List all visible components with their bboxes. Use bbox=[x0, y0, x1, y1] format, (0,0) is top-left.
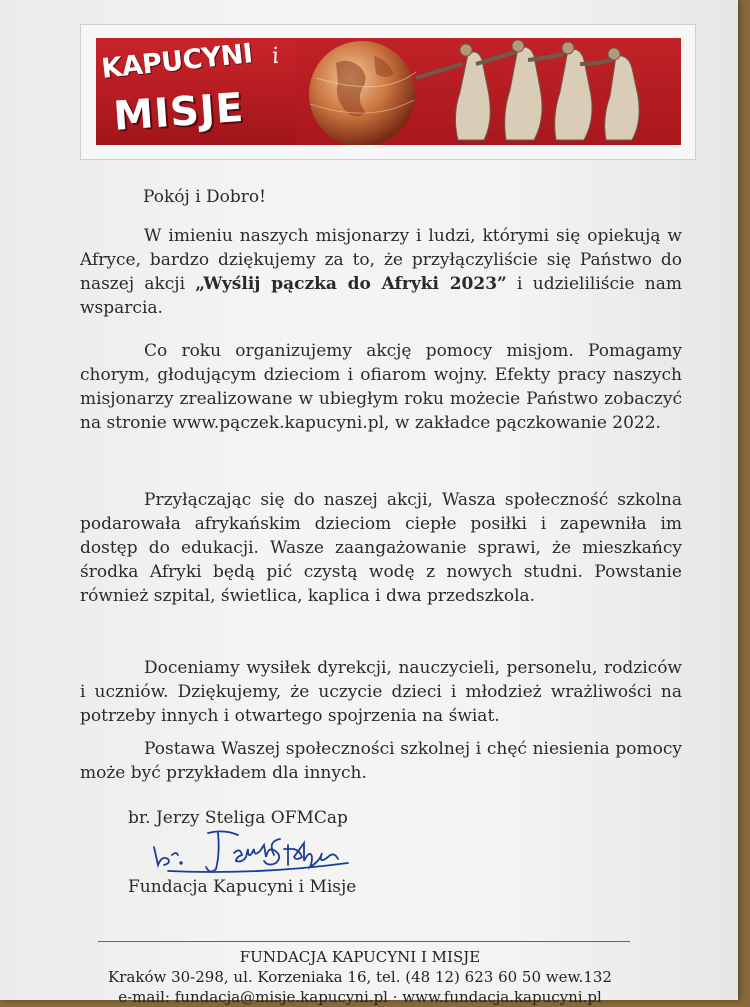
paragraph-closing: Postawa Waszej społeczności szkolnej i chęć niesienia pomocy może być przykładem dla innych. bbox=[80, 739, 682, 783]
handwritten-signature bbox=[148, 825, 358, 877]
logo-misje: MISJE bbox=[112, 84, 246, 140]
paragraph-appreciation: Doceniamy wysiłek dyrekcji, nauczycieli, personelu, rodziców i uczniów. Dziękujemy, że uczycie dzieci i młodzież wrażliwości na potrzeby innych i otwartego spojrzenia na świat. bbox=[80, 658, 682, 726]
logo-kapucyni: KAPUCYNI bbox=[100, 38, 254, 85]
paragraph-school-contribution: Przyłączając się do naszej akcji, Wasza społeczność szkolna podarowała afrykańskim dzieciom ciepłe posiłki i zapewniła im dostęp do edukacji. Wasze zaangażowanie sprawi, że mieszkańcy środka Afryki będą pić czystą wodę z nowych studni. Powstanie również szpital, świetlica, kaplica i dwa przedszkola. bbox=[80, 490, 682, 606]
paragraph-thanks bbox=[80, 224, 682, 320]
foundation-signature-line: Fundacja Kapucyni i Misje bbox=[128, 877, 357, 897]
campaign-name: „Wyślij pączka do Afryki 2023” bbox=[195, 274, 507, 294]
header-banner bbox=[80, 24, 696, 160]
footer-divider bbox=[98, 941, 630, 942]
paragraph-thanks-text-a: W imieniu naszych misjonarzy i ludzi, którymi się opiekują w Afryce, bardzo dziękujemy za to, że przyłączyliście się Państwo do naszej akcji bbox=[80, 226, 682, 294]
signer-name: br. Jerzy Steliga OFMCap bbox=[128, 808, 348, 828]
footer-address: Kraków 30-298, ul. Korzeniaka 16, tel. (48 12) 623 60 50 wew.132 bbox=[108, 968, 612, 986]
globe-icon bbox=[309, 41, 415, 145]
greeting: Pokój i Dobro! bbox=[143, 187, 266, 207]
logo-i: i bbox=[270, 43, 281, 70]
paragraph-thanks-text-b: i udzieliliście nam wsparcia. bbox=[80, 274, 682, 318]
footer-contact: e-mail: fundacja@misje.kapucyni.pl · www.fundacja.kapucyni.pl bbox=[118, 988, 602, 1006]
footer-foundation-name: FUNDACJA KAPUCYNI I MISJE bbox=[239, 948, 481, 966]
globe-and-friars-illustration bbox=[296, 38, 681, 145]
paragraph-annual-action: Co roku organizujemy akcję pomocy misjom. Pomagamy chorym, głodującym dzieciom i ofiarom wojny. Efekty pracy naszych misjonarzy zrealizowane w ubiegłym roku możecie Państwo zobaczyć na stronie www.pączek.kapucyni.pl, w zakładce pączkowanie 2022. bbox=[80, 341, 682, 433]
banner-red-panel bbox=[96, 38, 681, 145]
